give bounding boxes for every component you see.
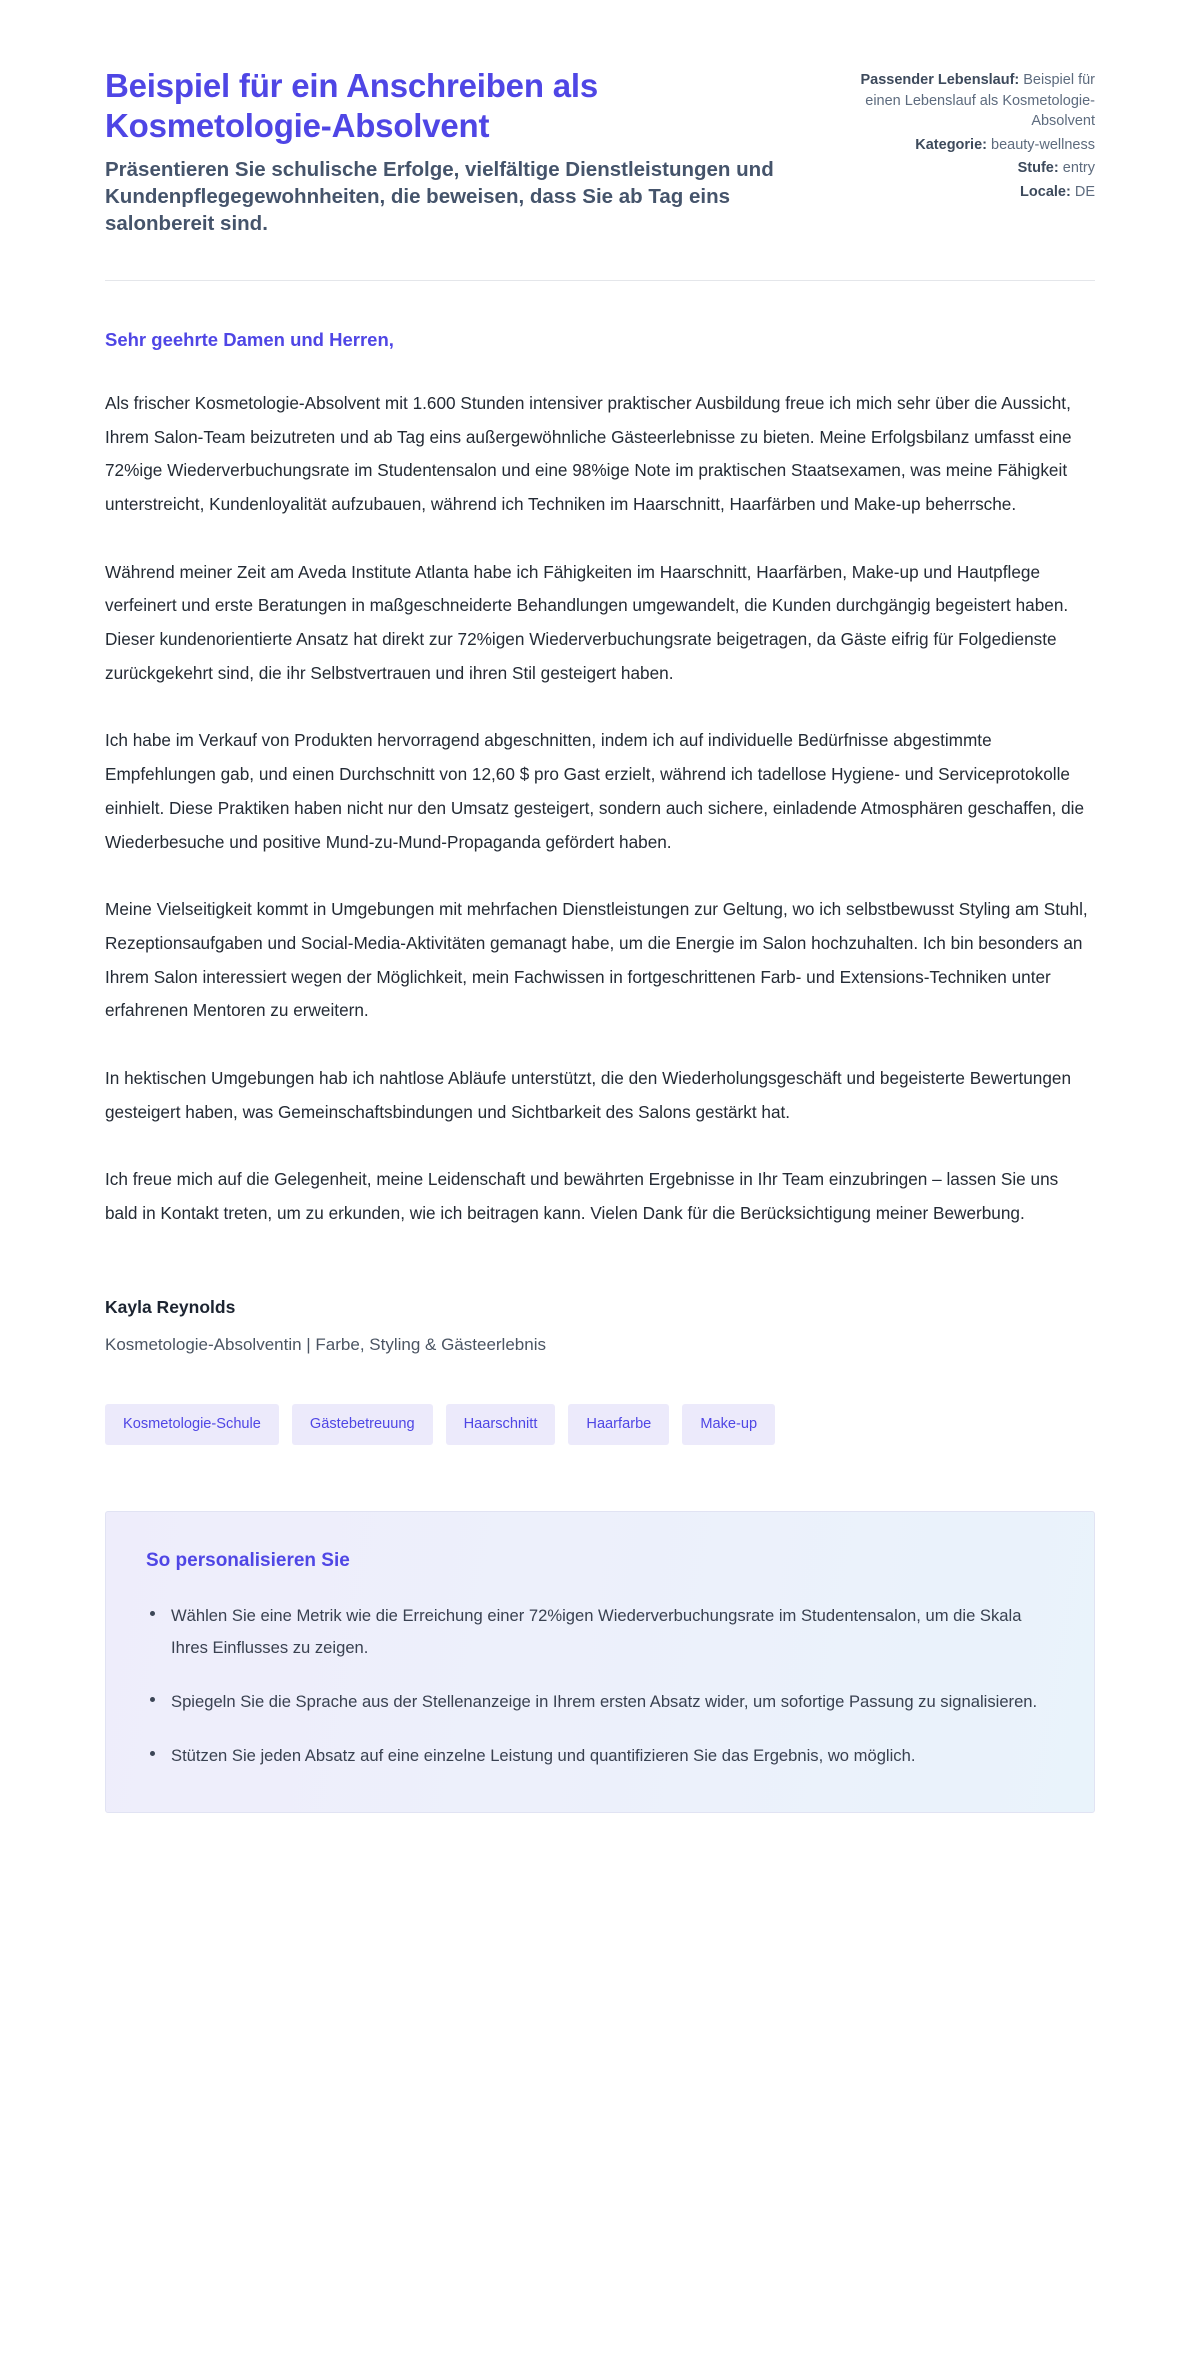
metadata-value-category: beauty-wellness [991, 136, 1095, 153]
personalization-callout [105, 1511, 1095, 1813]
page-title: Beispiel für ein Anschreiben als Kosmetologie-Absolvent [105, 67, 599, 145]
tag-chip[interactable]: Haarschnitt [446, 1404, 556, 1445]
signature-block [105, 1293, 1095, 1358]
letter-salutation: Sehr geehrte Damen und Herren, [105, 328, 394, 350]
letter-paragraph: Als frischer Kosmetologie-Absolvent mit 1.600 Stunden intensiver praktischer Ausbildung freue ich mich sehr über die Aussicht, Ihrem Salon-Team beizutreten und ab Tag eins außergewöhnliche Gästeerlebnisse zu bieten. Meine Erfolgsbilanz umfasst eine 72%ige Wiederverbuchungsrate im Studentensalon und eine 98%ige Note im praktischen Staatsexamen, was meine Fähigkeit unterstreicht, Kundenloyalität aufzubauen, während ich Techniken im Haarschnitt, Haarfärben und Make-up beherrsche. [105, 392, 1072, 514]
metadata-row-level [847, 158, 1095, 179]
tag-chip[interactable]: Gästebetreuung [292, 1404, 433, 1445]
callout-title: So personalisieren Sie [146, 1549, 350, 1571]
signature-name: Kayla Reynolds [105, 1296, 236, 1317]
metadata-row-locale [847, 182, 1095, 203]
metadata-label-matching-resume: Passender Lebenslauf: [860, 72, 1020, 88]
callout-tip-text: Wählen Sie eine Metrik wie die Erreichung einer 72%igen Wiederverbuchungsrate im Studentensalon, um die Skala Ihres Einflusses zu zeigen. [171, 1606, 1022, 1658]
letter-paragraph: Ich habe im Verkauf von Produkten hervorragend abgeschnitten, indem ich auf individuelle Bedürfnisse abgestimmte Empfehlungen gab, und einen Durchschnitt von 12,60 $ pro Gast erzielt, während ich tadellose Hygiene- und Serviceprotokolle einhielt. Diese Praktiken haben nicht nur den Umsatz gesteigert, sondern auch sichere, einladende Atmosphären geschaffen, die Wiederbesuche und positive Mund-zu-Mund-Propaganda gefördert haben. [105, 730, 1085, 852]
callout-tip-text: Spiegeln Sie die Sprache aus der Stellenanzeige in Ihrem ersten Absatz wider, um sofortige Passung zu signalisieren. [171, 1691, 1038, 1711]
bullet-icon [150, 1751, 155, 1756]
metadata-label-level: Stufe: [1017, 160, 1059, 177]
callout-tip-list [146, 1600, 1054, 1771]
tag-list [105, 1404, 1095, 1445]
tag-chip[interactable]: Haarfarbe [568, 1404, 669, 1445]
metadata-value-matching-resume: Beispiel für einen Lebenslauf als Kosmetologie-Absolvent [865, 72, 1095, 130]
tag-chip[interactable]: Make-up [682, 1404, 775, 1445]
page-header [105, 48, 1095, 238]
letter-body [105, 281, 1095, 1231]
signature-role: Kosmetologie-Absolventin | Farbe, Styling & Gästeerlebnis [105, 1334, 546, 1354]
metadata-value-level: entry [1062, 160, 1095, 177]
letter-paragraph: Während meiner Zeit am Aveda Institute Atlanta habe ich Fähigkeiten im Haarschnitt, Haarfärben, Make-up und Hautpflege verfeinert und erste Beratungen in maßgeschneiderte Behandlungen umgewandelt, die Kunden durchgängig begeistert haben. Dieser kundenorientierte Ansatz hat direkt zur 72%igen Wiederverbuchungsrate beigetragen, da Gäste eifrig für Folgedienste zurückgekehrt sind, die ihr Selbstvertrauen und ihren Stil gesteigert haben. [105, 561, 1069, 683]
callout-tip-text: Stützen Sie jeden Absatz auf eine einzelne Leistung und quantifizieren Sie das Ergebnis, wo möglich. [171, 1745, 916, 1765]
callout-tip-item [146, 1740, 1046, 1772]
header-title-block [105, 66, 807, 238]
letter-paragraph: In hektischen Umgebungen hab ich nahtlose Abläufe unterstützt, die den Wiederholungsgeschäft und begeisterte Bewertungen gesteigert haben, was Gemeinschaftsbindungen und Sichtbarkeit des Salons gestärkt hat. [105, 1068, 1072, 1122]
letter-paragraph: Meine Vielseitigkeit kommt in Umgebungen mit mehrfachen Dienstleistungen zur Geltung, wo ich selbstbewusst Styling am Stuhl, Rezeptionsaufgaben und Social-Media-Aktivitäten gemanagt habe, um die Energie im Salon hochzuhalten. Ich bin besonders an Ihrem Salon interessiert wegen der Möglichkeit, mein Fachwissen in fortgeschrittenen Farb- und Extensions-Techniken unter erfahrenen Mentoren zu erweitern. [105, 899, 1088, 1021]
metadata-row-matching-resume [847, 70, 1095, 132]
metadata-row-category [847, 135, 1095, 156]
callout-tip-item [146, 1600, 1046, 1664]
tag-chip[interactable]: Kosmetologie-Schule [105, 1404, 279, 1445]
letter-paragraph: Ich freue mich auf die Gelegenheit, meine Leidenschaft und bewährten Ergebnisse in Ihr Team einzubringen – lassen Sie uns bald in Kontakt treten, um zu erkunden, wie ich beitragen kann. Vielen Dank für die Berücksichtigung meiner Bewerbung. [105, 1169, 1059, 1224]
page-subtitle: Präsentieren Sie schulische Erfolge, vielfältige Dienstleistungen und Kundenpflegegewohnheiten, die beweisen, dass Sie ab Tag eins salonbereit sind. [105, 157, 774, 236]
callout-tip-item [146, 1686, 1046, 1718]
metadata-value-locale: DE [1074, 183, 1095, 200]
metadata-panel [847, 66, 1095, 205]
metadata-label-locale: Locale: [1020, 183, 1071, 200]
bullet-icon [150, 1611, 155, 1616]
metadata-label-category: Kategorie: [915, 136, 987, 153]
bullet-icon [150, 1697, 155, 1702]
